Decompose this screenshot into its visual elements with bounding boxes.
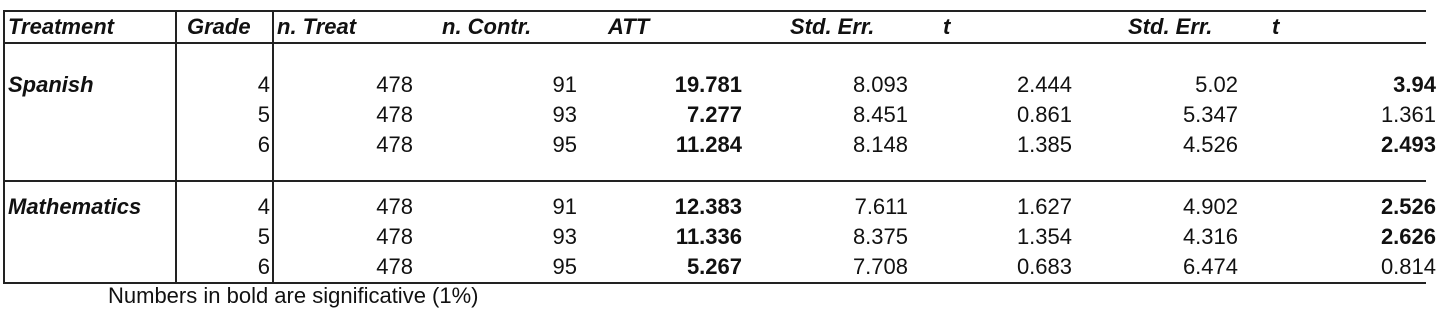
cell-n-treat: 478 <box>376 72 413 97</box>
cell-n-treat: 478 <box>376 254 413 279</box>
cell-att: 12.383 <box>674 194 742 219</box>
group-label-mathematics: Mathematics <box>8 194 142 219</box>
cell-grade: 6 <box>257 254 270 279</box>
col-divider-treatment <box>175 10 177 282</box>
cell-std-err-2: 4.316 <box>1182 224 1238 249</box>
cell-t-2: 3.94 <box>1393 72 1436 97</box>
header-std-err-2: Std. Err. <box>1128 14 1213 39</box>
cell-n-treat: 478 <box>376 132 413 157</box>
cell-std-err-1: 8.375 <box>852 224 908 249</box>
cell-std-err-1: 7.708 <box>852 254 908 279</box>
cell-n-contr: 95 <box>552 132 577 157</box>
cell-t-1: 1.385 <box>1016 132 1072 157</box>
cell-att: 5.267 <box>686 254 742 279</box>
table-footnote: Numbers in bold are significative (1%) <box>108 283 479 308</box>
cell-grade: 6 <box>257 132 270 157</box>
cell-t-1: 0.683 <box>1016 254 1072 279</box>
cell-n-contr: 93 <box>552 102 577 127</box>
cell-std-err-1: 8.093 <box>852 72 908 97</box>
cell-n-contr: 91 <box>552 194 577 219</box>
cell-std-err-2: 6.474 <box>1182 254 1238 279</box>
cell-att: 19.781 <box>674 72 742 97</box>
header-n-treat: n. Treat <box>277 14 357 39</box>
cell-n-treat: 478 <box>376 102 413 127</box>
cell-t-1: 1.354 <box>1016 224 1072 249</box>
top-rule <box>3 10 1426 12</box>
cell-att: 11.284 <box>675 132 742 157</box>
cell-grade: 4 <box>257 194 270 219</box>
cell-n-contr: 91 <box>552 72 577 97</box>
header-t-1: t <box>943 14 951 39</box>
header-grade: Grade <box>187 14 251 39</box>
cell-std-err-2: 4.902 <box>1182 194 1238 219</box>
header-t-2: t <box>1272 14 1280 39</box>
cell-grade: 5 <box>257 102 270 127</box>
header-treatment: Treatment <box>8 14 114 39</box>
header-rule <box>3 42 1426 44</box>
group-label-spanish: Spanish <box>8 72 94 97</box>
cell-att: 7.277 <box>686 102 742 127</box>
cell-std-err-1: 8.148 <box>852 132 908 157</box>
cell-t-2: 0.814 <box>1380 254 1436 279</box>
col-divider-grade <box>272 10 274 282</box>
group-rule <box>3 180 1426 182</box>
header-std-err-1: Std. Err. <box>790 14 875 39</box>
cell-t-1: 0.861 <box>1016 102 1072 127</box>
cell-std-err-1: 8.451 <box>852 102 908 127</box>
cell-std-err-2: 5.02 <box>1195 72 1238 97</box>
header-n-contr: n. Contr. <box>442 14 532 39</box>
cell-t-1: 1.627 <box>1016 194 1072 219</box>
cell-n-treat: 478 <box>376 224 413 249</box>
cell-t-2: 1.361 <box>1380 102 1436 127</box>
cell-std-err-2: 5.347 <box>1182 102 1238 127</box>
cell-t-1: 2.444 <box>1016 72 1072 97</box>
cell-grade: 5 <box>257 224 270 249</box>
cell-att: 11.336 <box>675 224 742 249</box>
cell-std-err-2: 4.526 <box>1182 132 1238 157</box>
cell-t-2: 2.626 <box>1380 224 1436 249</box>
cell-t-2: 2.526 <box>1380 194 1436 219</box>
cell-n-contr: 95 <box>552 254 577 279</box>
cell-t-2: 2.493 <box>1380 132 1436 157</box>
cell-n-treat: 478 <box>376 194 413 219</box>
header-att: ATT <box>608 14 650 39</box>
cell-grade: 4 <box>257 72 270 97</box>
cell-std-err-1: 7.611 <box>854 194 908 219</box>
cell-n-contr: 93 <box>552 224 577 249</box>
